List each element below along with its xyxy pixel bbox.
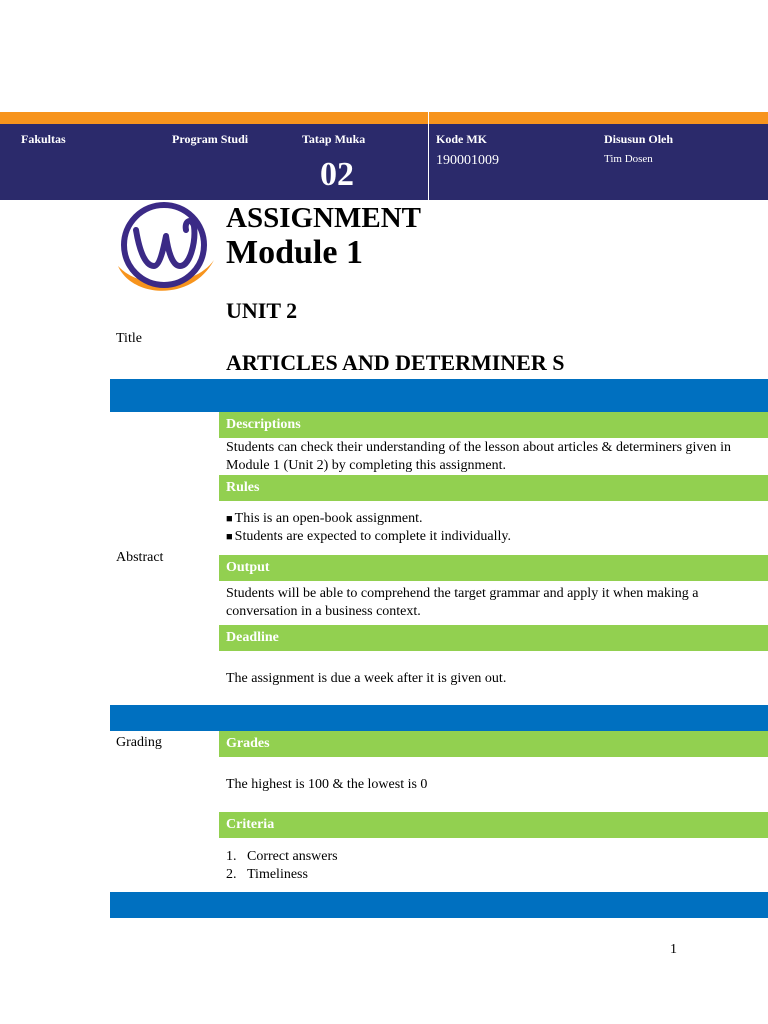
grades-heading: Grades bbox=[219, 731, 768, 757]
list-item: ■ Students are expected to complete it individually. bbox=[226, 528, 762, 546]
grading-side-label: Grading bbox=[116, 735, 162, 750]
section-divider-band bbox=[110, 892, 768, 918]
output-text: Students will be able to comprehend the target grammar and apply it when making a conversation in a business context. bbox=[226, 586, 699, 619]
university-w-logo-icon bbox=[114, 200, 216, 300]
deadline-text: The assignment is due a week after it is given out. bbox=[226, 671, 507, 686]
descriptions-heading: Descriptions bbox=[219, 412, 768, 438]
page-number: 1 bbox=[670, 942, 677, 957]
unit-title: UNIT 2 bbox=[226, 298, 298, 323]
criteria-list bbox=[226, 848, 762, 884]
disusun-oleh-label: Disusun Oleh bbox=[604, 132, 674, 146]
kode-mk-label: Kode MK bbox=[436, 132, 487, 146]
course-header bbox=[0, 124, 768, 200]
rules-list bbox=[226, 510, 762, 546]
header-divider bbox=[428, 112, 429, 200]
deadline-heading: Deadline bbox=[219, 625, 768, 651]
descriptions-text: Students can check their understanding of the lesson about articles & determiners given in Module 1 (Unit 2) by completing this assignment. bbox=[226, 440, 732, 473]
grades-text: The highest is 100 & the lowest is 0 bbox=[226, 777, 428, 792]
list-item: 1. Correct answers bbox=[226, 849, 338, 864]
section-divider-band bbox=[110, 379, 768, 412]
disusun-oleh-value: Tim Dosen bbox=[604, 153, 653, 165]
topic-title: ARTICLES AND DETERMINER S bbox=[226, 350, 565, 375]
title-side-label: Title bbox=[116, 331, 142, 346]
tatap-muka-label: Tatap Muka bbox=[302, 132, 366, 146]
rules-heading: Rules bbox=[219, 475, 768, 501]
list-item: 2. Timeliness bbox=[226, 867, 308, 882]
abstract-side-label: Abstract bbox=[116, 550, 164, 565]
tatap-muka-value: 02 bbox=[320, 156, 354, 193]
module-title: Module 1 bbox=[226, 234, 363, 271]
kode-mk-value: 190001009 bbox=[436, 153, 499, 168]
assignment-title: ASSIGNMENT bbox=[226, 202, 421, 234]
program-studi-label: Program Studi bbox=[172, 132, 249, 146]
section-divider-band bbox=[110, 705, 768, 731]
header-orange-stripe bbox=[0, 112, 768, 124]
fakultas-label: Fakultas bbox=[21, 132, 66, 146]
criteria-heading: Criteria bbox=[219, 812, 768, 838]
output-heading: Output bbox=[219, 555, 768, 581]
list-item: ■ This is an open-book assignment. bbox=[226, 510, 762, 528]
